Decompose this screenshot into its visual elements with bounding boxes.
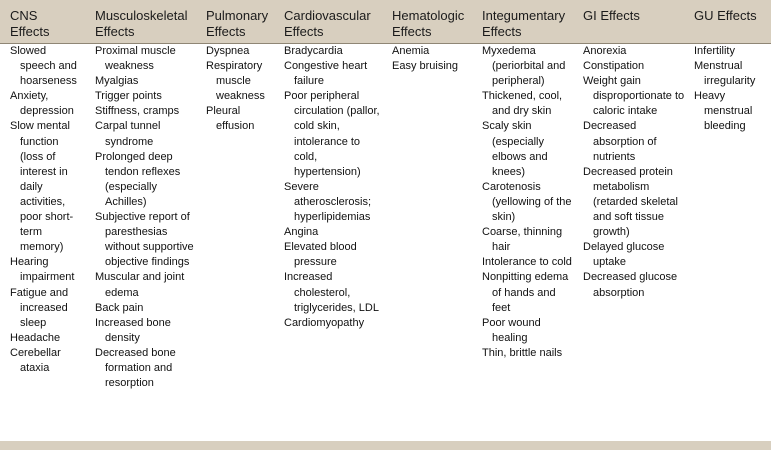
list-item: Hearing impairment bbox=[10, 256, 75, 284]
list-item: Constipation bbox=[583, 60, 645, 73]
column-items bbox=[10, 44, 84, 376]
list-item: Respiratory muscle weakness bbox=[206, 60, 265, 103]
list-item: Poor peripheral circulation (pallor, cold skin, intolerance to cold, hypertension) bbox=[284, 90, 380, 178]
column-items bbox=[583, 44, 685, 301]
column-items bbox=[392, 44, 458, 74]
list-item: Anorexia bbox=[583, 45, 627, 57]
column-header bbox=[392, 8, 464, 40]
list-item: Cerebellar ataxia bbox=[10, 346, 61, 374]
table-footer-band bbox=[0, 441, 771, 450]
column-header-line1: Integumentary bbox=[482, 8, 566, 23]
list-item: Weight gain disproportionate to caloric intake bbox=[583, 75, 685, 118]
column-items bbox=[95, 44, 199, 391]
list-item: Decreased bone formation and resorption bbox=[95, 346, 176, 390]
list-item: Menstrual irregularity bbox=[694, 60, 756, 88]
list-item: Easy bruising bbox=[392, 60, 459, 73]
column-header-line1: Pulmonary bbox=[206, 8, 269, 23]
column-header bbox=[95, 8, 188, 40]
column-items bbox=[206, 44, 281, 135]
column-header-line1: CNS bbox=[10, 8, 38, 23]
list-item: Fatigue and increased sleep bbox=[10, 286, 69, 329]
list-item: Headache bbox=[10, 331, 61, 344]
column-header-line2: Effects bbox=[482, 24, 522, 39]
column-header bbox=[482, 8, 565, 40]
list-item: Cardiomyopathy bbox=[284, 316, 365, 329]
column-header-line2: Effects bbox=[206, 24, 246, 39]
list-item: Carotenosis (yellowing of the skin) bbox=[482, 180, 572, 224]
column-items bbox=[482, 44, 574, 361]
list-item: Slow mental function (loss of interest in daily activities, poor short-term memory) bbox=[10, 120, 74, 254]
column-header-line2: Effects bbox=[95, 24, 135, 39]
list-item: Angina bbox=[284, 226, 319, 239]
list-item: Increased bone density bbox=[95, 316, 171, 344]
list-item: Poor wound healing bbox=[482, 316, 541, 344]
column-integumentary-effects bbox=[482, 0, 574, 441]
column-header bbox=[583, 8, 640, 24]
list-item: Myalgias bbox=[95, 75, 139, 88]
list-item: Muscular and joint edema bbox=[95, 271, 185, 299]
list-item: Anemia bbox=[392, 45, 430, 57]
list-item: Elevated blood pressure bbox=[284, 241, 357, 269]
column-pulmonary-effects bbox=[206, 0, 281, 441]
column-header-line2: Effects bbox=[10, 24, 50, 39]
column-cns-effects bbox=[10, 0, 84, 441]
column-header bbox=[694, 8, 757, 24]
column-header-line1: Musculoskeletal bbox=[95, 8, 188, 23]
list-item: Bradycardia bbox=[284, 45, 343, 57]
list-item: Pleural effusion bbox=[206, 105, 255, 133]
column-items bbox=[284, 44, 380, 331]
column-header bbox=[10, 8, 50, 40]
list-item: Congestive heart failure bbox=[284, 60, 368, 88]
list-item: Carpal tunnel syndrome bbox=[95, 120, 161, 148]
column-header bbox=[284, 8, 371, 40]
column-header-line1: Cardiovascular bbox=[284, 8, 371, 23]
list-item: Thickened, cool, and dry skin bbox=[482, 90, 563, 118]
list-item: Proximal muscle weakness bbox=[95, 45, 176, 73]
list-item: Intolerance to cold bbox=[482, 256, 572, 269]
column-header bbox=[206, 8, 268, 40]
column-header-line1: Hematologic bbox=[392, 8, 465, 23]
column-hematologic-effects bbox=[392, 0, 480, 441]
list-item: Back pain bbox=[95, 301, 144, 314]
list-item: Myxedema (periorbital and peripheral) bbox=[482, 45, 566, 88]
column-header-line2: Effects bbox=[284, 24, 324, 39]
column-header-line2: Effects bbox=[392, 24, 432, 39]
list-item: Infertility bbox=[694, 45, 735, 57]
column-gi-effects bbox=[583, 0, 685, 441]
list-item: Decreased absorption of nutrients bbox=[583, 120, 657, 163]
list-item: Slowed speech and hoarseness bbox=[10, 45, 77, 88]
list-item: Subjective report of paresthesias without supportive objective findings bbox=[95, 211, 194, 269]
list-item: Nonpitting edema of hands and feet bbox=[482, 271, 569, 314]
column-cardiovascular-effects bbox=[284, 0, 380, 441]
column-items bbox=[694, 44, 768, 135]
list-item: Decreased glucose absorption bbox=[583, 271, 678, 299]
list-item: Coarse, thinning hair bbox=[482, 226, 563, 254]
column-header-line1: GI Effects bbox=[583, 8, 640, 23]
list-item: Trigger points bbox=[95, 90, 162, 103]
list-item: Stiffness, cramps bbox=[95, 105, 180, 118]
list-item: Prolonged deep tendon reflexes (especially Achilles) bbox=[95, 150, 181, 208]
list-item: Heavy menstrual bleeding bbox=[694, 90, 753, 133]
column-gu-effects bbox=[694, 0, 768, 441]
list-item: Anxiety, depression bbox=[10, 90, 74, 118]
list-item: Scaly skin (especially elbows and knees) bbox=[482, 120, 548, 178]
column-musculoskeletal-effects bbox=[95, 0, 199, 441]
column-header-line1: GU Effects bbox=[694, 8, 757, 23]
list-item: Delayed glucose uptake bbox=[583, 241, 665, 269]
list-item: Increased cholesterol, triglycerides, LDL bbox=[284, 271, 379, 314]
list-item: Severe atherosclerosis; hyperlipidemias bbox=[284, 180, 372, 224]
list-item: Thin, brittle nails bbox=[482, 346, 563, 359]
list-item: Decreased protein metabolism (retarded skeletal and soft tissue growth) bbox=[583, 165, 678, 239]
list-item: Dyspnea bbox=[206, 45, 250, 57]
